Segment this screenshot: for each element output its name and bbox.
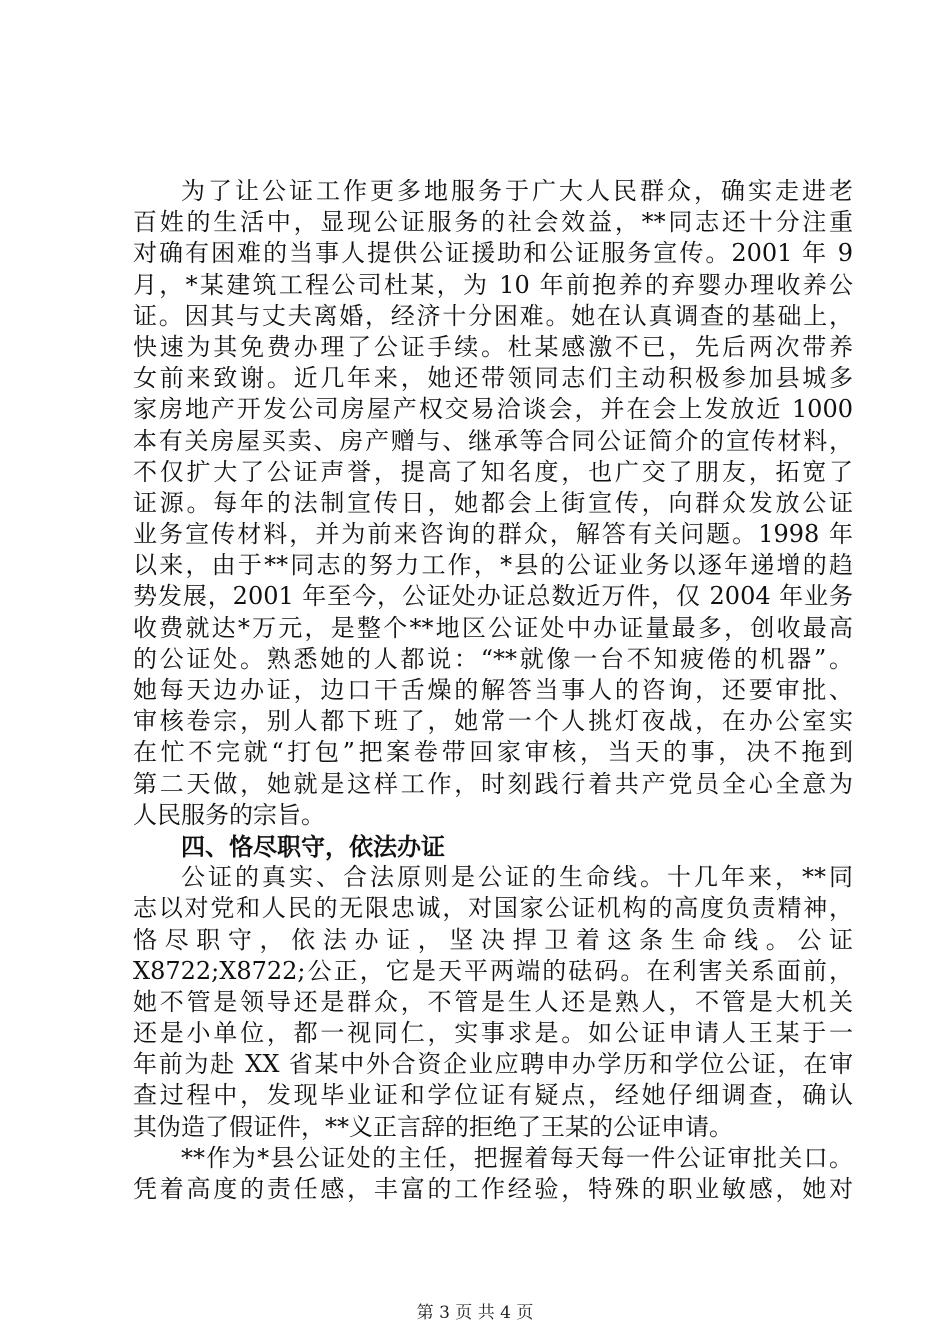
text-line: 的公证处。熟悉她的人都说：“**就像一台不知疲倦的机器”。 [133, 644, 853, 673]
text-line: 志以对党和人民的无限忠诚，对国家公证机构的高度负责精神， [133, 894, 853, 923]
text-line: 不仅扩大了公证声誉，提高了知名度，也广交了朋友，拓宽了 [133, 457, 853, 486]
document-body [133, 176, 853, 1205]
text-line: 以来，由于**同志的努力工作，*县的公证业务以逐年递增的趋 [133, 551, 853, 580]
text-line: 月，*某建筑工程公司杜某，为 10 年前抱养的弃婴办理收养公 [133, 270, 853, 299]
text-line: 第二天做，她就是这样工作，时刻践行着共产党员全心全意为 [133, 769, 853, 798]
page-number-footer: 第 3 页 共 4 页 [416, 1303, 534, 1323]
text-line: 势发展，2001 年至今，公证处办证总数近万件，仅 2004 年业务 [133, 582, 853, 611]
text-line: 她不管是领导还是群众，不管是生人还是熟人，不管是大机关 [133, 987, 853, 1016]
text-line: 百姓的生活中，显现公证服务的社会效益，**同志还十分注重 [133, 208, 853, 237]
text-line: 家房地产开发公司房屋产权交易洽谈会，并在会上发放近 1000 [133, 395, 853, 424]
text-line: 为了让公证工作更多地服务于广大人民群众，确实走进老 [181, 177, 853, 205]
text-line: 本有关房屋买卖、房产赠与、继承等合同公证简介的宣传材料， [133, 426, 853, 455]
section-heading: 四、恪尽职守，依法办证 [181, 831, 445, 861]
text-line: 对确有困难的当事人提供公证援助和公证服务宣传。2001 年 9 [133, 239, 853, 268]
paragraph-lawful-notarization [133, 862, 853, 1143]
paragraph-public-service [133, 176, 853, 831]
text-line: 证。因其与丈夫离婚，经济十分困难。她在认真调查的基础上， [133, 301, 853, 330]
paragraph-director-review [133, 1143, 853, 1205]
text-line: 证源。每年的法制宣传日，她都会上街宣传，向群众发放公证 [133, 488, 853, 517]
text-line: 恪尽职守，依法办证，坚决捍卫着这条生命线。公证 [133, 925, 853, 954]
text-line: 公证的真实、合法原则是公证的生命线。十几年来，**同 [181, 863, 853, 892]
text-line: 其伪造了假证件，**义正言辞的拒绝了王某的公证申请。 [133, 1112, 733, 1141]
text-line: 在忙不完就“打包”把案卷带回家审核，当天的事，决不拖到 [133, 738, 853, 767]
text-line: 年前为赴 XX 省某中外合资企业应聘申办学历和学位公证，在审 [133, 1050, 853, 1079]
text-line: 快速为其免费办理了公证手续。杜某感激不已，先后两次带养 [133, 332, 853, 361]
text-line: 她每天边办证，边口干舌燥的解答当事人的咨询，还要审批、 [133, 676, 853, 704]
text-line: X8722;X8722;公正，它是天平两端的砝码。在利害关系面前， [133, 956, 853, 985]
text-line: 业务宣传材料，并为前来咨询的群众，解答有关问题。1998 年 [133, 520, 853, 549]
text-line: 人民服务的宗旨。 [133, 800, 325, 829]
text-line: **作为*县公证处的主任，把握着每天每一件公证审批关口。 [181, 1143, 853, 1172]
text-line: 还是小单位，都一视同仁，实事求是。如公证申请人王某于一 [133, 1019, 853, 1048]
text-line: 审核卷宗，别人都下班了，她常一个人挑灯夜战，在办公室实 [133, 707, 853, 736]
text-line: 收费就达*万元，是整个**地区公证处中办证量最多，创收最高 [133, 613, 853, 642]
text-line: 查过程中，发现毕业证和学位证有疑点，经她仔细调查，确认 [133, 1081, 853, 1110]
text-line: 女前来致谢。近几年来，她还带领同志们主动积极参加县城多 [133, 364, 853, 393]
text-line: 凭着高度的责任感，丰富的工作经验，特殊的职业敏感，她对 [133, 1175, 853, 1203]
